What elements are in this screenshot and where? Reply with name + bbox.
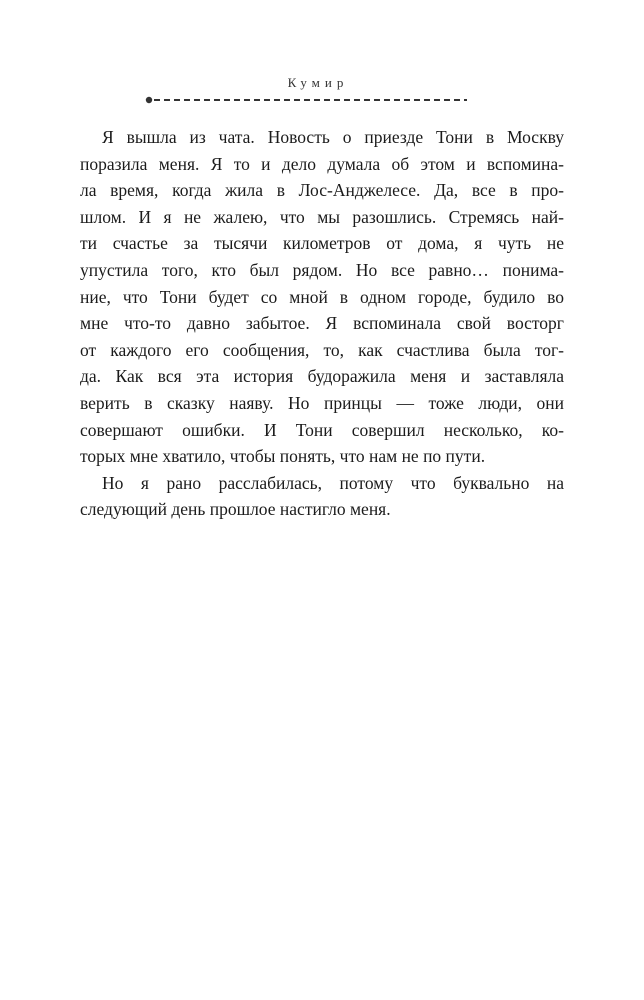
paragraph-1 (80, 124, 564, 470)
text-line: Но я рано расслабилась, потому что буквально на (102, 472, 564, 493)
text-line: от каждого его сообщения, то, как счастлива была тог- (80, 339, 564, 360)
text-line: мне что-то давно забытое. Я вспоминала свой восторг (80, 313, 564, 334)
text-line: ла время, когда жила в Лос-Анджелесе. Да, все в про- (80, 180, 564, 201)
text-line: да. Как вся эта история будоражила меня и заставляла (80, 366, 564, 387)
text-line: ние, что Тони будет со мной в одном городе, будило во (80, 286, 564, 307)
text-line: верить в сказку наяву. Но принцы — тоже люди, они (80, 392, 564, 413)
page-body-text (80, 124, 564, 523)
text-line: упустила того, кто был рядом. Но все равно… понима- (80, 259, 564, 280)
text-line: следующий день прошлое настигло меня. (80, 499, 391, 520)
running-title: Кумир (287, 75, 349, 90)
text-line: совершают ошибки. И Тони совершил несколько, ко- (80, 419, 564, 440)
paragraph-2 (80, 470, 564, 523)
text-line: Я вышла из чата. Новость о приезде Тони в Москву (102, 127, 564, 147)
running-header (0, 74, 644, 92)
header-ornament-divider (145, 94, 469, 106)
dotted-divider-icon (145, 94, 469, 106)
text-line: шлом. И я не жалею, что мы разошлись. Стремясь най- (80, 206, 564, 227)
text-line: поразила меня. Я то и дело думала об этом и вспомина- (80, 153, 564, 174)
text-line: торых мне хватило, чтобы понять, что нам не по пути. (80, 446, 486, 467)
text-line: ти счастье за тысячи километров от дома, я чуть не (80, 233, 564, 254)
